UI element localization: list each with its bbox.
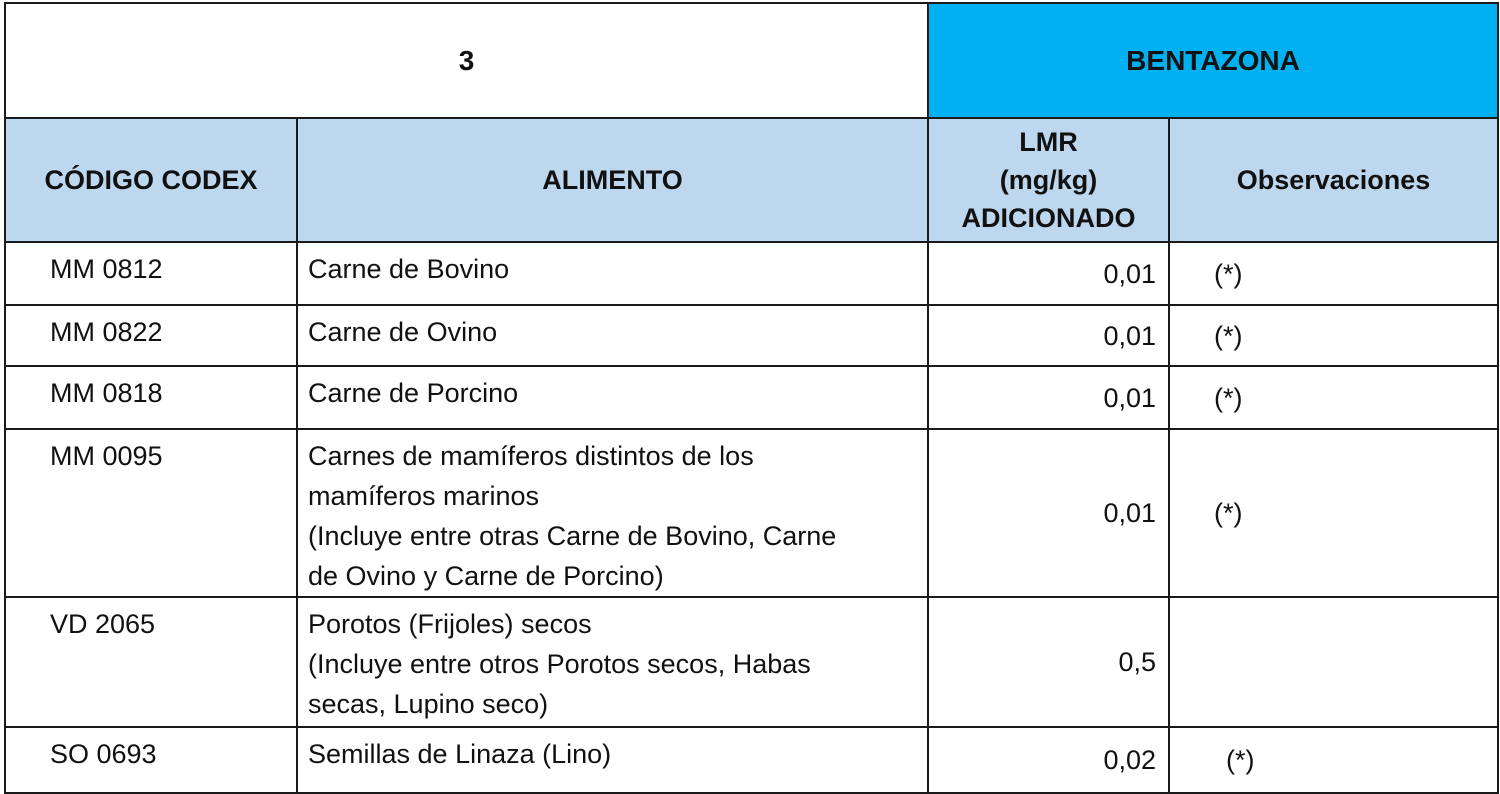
observation-cell: (*)	[1169, 305, 1498, 366]
codex-code-cell: SO 0693	[5, 727, 297, 793]
table-row	[5, 305, 1498, 366]
codex-code-cell: MM 0818	[5, 366, 297, 429]
header-lmr-line3: ADICIONADO	[961, 203, 1136, 233]
food-cell	[297, 305, 928, 366]
codex-code-cell: MM 0822	[5, 305, 297, 366]
lmr-value-cell: 0,01	[928, 429, 1169, 597]
observation-cell: (*)	[1169, 429, 1498, 597]
codex-code-cell: MM 0095	[5, 429, 297, 597]
lmr-value-cell: 0,01	[928, 305, 1169, 366]
food-line: Carne de Bovino	[308, 254, 510, 284]
header-codex-code: CÓDIGO CODEX	[5, 118, 297, 242]
food-cell	[297, 429, 928, 597]
observation-cell: (*)	[1169, 727, 1498, 793]
header-lmr-line1: LMR	[1019, 127, 1078, 157]
header-lmr-line2: (mg/kg)	[999, 165, 1098, 195]
food-line: Porotos (Frijoles) secos	[308, 609, 592, 639]
food-cell	[297, 727, 928, 793]
header-lmr	[928, 118, 1169, 242]
codex-code-cell: MM 0812	[5, 242, 297, 305]
lmr-value-cell: 0,01	[928, 242, 1169, 305]
food-line: de Ovino y Carne de Porcino)	[308, 561, 664, 591]
food-line: mamíferos marinos	[308, 481, 540, 511]
observation-cell: (*)	[1169, 242, 1498, 305]
food-line: (Incluye entre otros Porotos secos, Habas	[308, 649, 811, 679]
table-row	[5, 597, 1498, 727]
substance-name: BENTAZONA	[928, 3, 1498, 118]
observation-cell	[1169, 597, 1498, 727]
food-line: (Incluye entre otras Carne de Bovino, Carne	[308, 521, 837, 551]
codex-code-cell: VD 2065	[5, 597, 297, 727]
header-observations: Observaciones	[1169, 118, 1498, 242]
lmr-value-cell: 0,5	[928, 597, 1169, 727]
lmr-value-cell: 0,02	[928, 727, 1169, 793]
lmr-value-cell: 0,01	[928, 366, 1169, 429]
food-line: Carne de Ovino	[308, 317, 498, 347]
food-cell	[297, 242, 928, 305]
food-line: Semillas de Linaza (Lino)	[308, 739, 612, 769]
food-cell	[297, 366, 928, 429]
food-line: secas, Lupino seco)	[308, 689, 549, 719]
table-title-row	[5, 3, 1498, 118]
table-row	[5, 242, 1498, 305]
table-row	[5, 429, 1498, 597]
table-row	[5, 366, 1498, 429]
column-header-row	[5, 118, 1498, 242]
table-row	[5, 727, 1498, 793]
food-cell	[297, 597, 928, 727]
section-number: 3	[5, 3, 928, 118]
food-line: Carnes de mamíferos distintos de los	[308, 441, 754, 471]
food-line: Carne de Porcino	[308, 378, 519, 408]
observation-cell: (*)	[1169, 366, 1498, 429]
mrl-table	[4, 2, 1499, 794]
header-food: ALIMENTO	[297, 118, 928, 242]
